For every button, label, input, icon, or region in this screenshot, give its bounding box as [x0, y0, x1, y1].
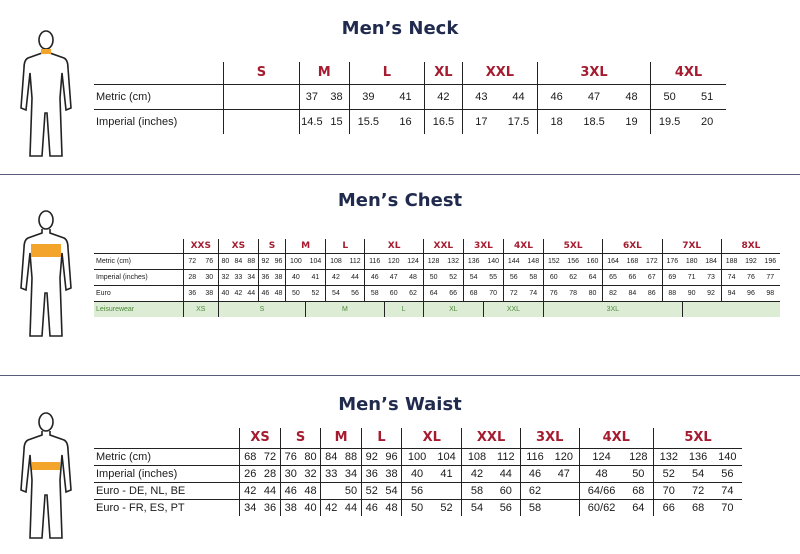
size-label: S — [224, 62, 299, 84]
value-cell: 72 — [684, 482, 713, 499]
table-row — [94, 285, 780, 301]
row-label: Metric (cm) — [94, 84, 224, 109]
neck-highlight — [41, 49, 51, 54]
value-cell: 94 — [721, 285, 741, 301]
leisure-cell: L — [384, 301, 423, 317]
value-cell: 140 — [483, 253, 503, 269]
row-label: Euro - FR, ES, PT — [94, 499, 240, 516]
value-cell: 54 — [326, 285, 346, 301]
value-cell: 66 — [443, 285, 463, 301]
value-cell: 188 — [721, 253, 741, 269]
value-cell: 112 — [346, 253, 365, 269]
value-cell: 46 — [520, 465, 549, 482]
chest-title: Men’s Chest — [337, 190, 463, 211]
value-cell: 120 — [384, 253, 403, 269]
value-cell: 44 — [346, 269, 365, 285]
body-figure-chest-icon — [18, 208, 74, 340]
value-cell: 92 — [361, 448, 381, 465]
value-cell: 112 — [492, 448, 521, 465]
size-label: 3XL — [520, 428, 579, 448]
value-cell: 128 — [624, 448, 654, 465]
value-cell: 68 — [240, 448, 260, 465]
value-cell: 16.5 — [425, 109, 463, 134]
value-cell: 71 — [682, 269, 701, 285]
value-cell: 42 — [232, 285, 245, 301]
value-cell: 88 — [662, 285, 682, 301]
value-cell: 144 — [503, 253, 523, 269]
value-cell: 124 — [403, 253, 423, 269]
value-cell: 74 — [713, 482, 742, 499]
value-cell — [321, 482, 341, 499]
value-cell: 52 — [306, 285, 326, 301]
value-cell: 15.5 — [349, 109, 387, 134]
value-cell: 76 — [544, 285, 564, 301]
table-row — [94, 84, 726, 109]
value-cell — [549, 499, 579, 516]
value-cell: 38 — [324, 84, 349, 109]
value-cell: 76 — [280, 448, 300, 465]
value-cell: 56 — [713, 465, 742, 482]
value-cell: 92 — [701, 285, 721, 301]
value-cell: 60 — [492, 482, 521, 499]
value-cell: 48 — [613, 84, 651, 109]
value-cell: 148 — [523, 253, 543, 269]
value-cell: 88 — [245, 253, 259, 269]
value-cell: 42 — [462, 465, 492, 482]
value-cell: 36 — [260, 499, 280, 516]
value-cell: 64 — [624, 499, 654, 516]
size-label: 7XL — [662, 239, 721, 253]
leisure-cell: S — [218, 301, 305, 317]
value-cell: 46 — [538, 84, 576, 109]
value-cell: 196 — [761, 253, 780, 269]
size-label: M — [321, 428, 362, 448]
value-cell: 80 — [583, 285, 603, 301]
size-label: S — [258, 239, 285, 253]
value-cell: 20 — [688, 109, 726, 134]
value-cell: 14.5 — [299, 109, 324, 134]
value-cell: 42 — [425, 84, 463, 109]
value-cell: 58 — [365, 285, 384, 301]
leisurewear-row — [94, 301, 780, 317]
value-cell: 76 — [201, 253, 219, 269]
value-cell: 96 — [272, 253, 286, 269]
value-cell: 46 — [258, 285, 272, 301]
size-label: 3XL — [463, 239, 503, 253]
value-cell: 65 — [603, 269, 623, 285]
value-cell: 54 — [382, 482, 402, 499]
size-label: 8XL — [721, 239, 780, 253]
value-cell: 80 — [218, 253, 232, 269]
value-cell: 64/66 — [579, 482, 624, 499]
value-cell: 54 — [462, 499, 492, 516]
value-cell: 86 — [642, 285, 662, 301]
value-cell: 56 — [492, 499, 521, 516]
value-cell: 184 — [701, 253, 721, 269]
size-label: 5XL — [544, 239, 603, 253]
chest-highlight — [31, 244, 61, 257]
value-cell: 41 — [306, 269, 326, 285]
value-cell: 67 — [642, 269, 662, 285]
value-cell: 54 — [463, 269, 483, 285]
value-cell: 69 — [662, 269, 682, 285]
value-cell: 48 — [579, 465, 624, 482]
value-cell: 78 — [564, 285, 583, 301]
table-row — [94, 465, 742, 482]
value-cell: 48 — [301, 482, 321, 499]
table-row — [94, 269, 780, 285]
value-cell: 43 — [462, 84, 500, 109]
value-cell: 104 — [432, 448, 462, 465]
table-row — [94, 253, 780, 269]
value-cell: 172 — [642, 253, 662, 269]
value-cell: 180 — [682, 253, 701, 269]
value-cell: 168 — [623, 253, 642, 269]
value-cell — [549, 482, 579, 499]
value-cell: 44 — [492, 465, 521, 482]
row-label: Leisurewear — [94, 301, 183, 317]
value-cell: 62 — [403, 285, 423, 301]
value-cell: 50 — [341, 482, 361, 499]
row-label: Imperial (inches) — [94, 465, 240, 482]
leisure-cell — [682, 301, 780, 317]
leisure-cell: XXL — [483, 301, 543, 317]
value-cell: 28 — [183, 269, 201, 285]
value-cell: 60/62 — [579, 499, 624, 516]
value-cell: 50 — [423, 269, 443, 285]
value-cell: 128 — [423, 253, 443, 269]
value-cell: 74 — [523, 285, 543, 301]
value-cell: 17.5 — [500, 109, 538, 134]
value-cell: 96 — [741, 285, 760, 301]
value-cell: 124 — [579, 448, 624, 465]
value-cell: 176 — [662, 253, 682, 269]
header-spacer — [94, 239, 183, 253]
value-cell: 152 — [544, 253, 564, 269]
value-cell: 62 — [520, 482, 549, 499]
value-cell: 48 — [403, 269, 423, 285]
value-cell — [432, 482, 462, 499]
chest-size-table — [94, 239, 780, 317]
value-cell: 72 — [503, 285, 523, 301]
value-cell: 68 — [684, 499, 713, 516]
value-cell: 19.5 — [651, 109, 689, 134]
value-cell: 47 — [549, 465, 579, 482]
value-cell: 44 — [245, 285, 259, 301]
row-label: Euro — [94, 285, 183, 301]
value-cell: 50 — [402, 499, 432, 516]
value-cell: 70 — [713, 499, 742, 516]
value-cell: 41 — [387, 84, 425, 109]
value-cell: 164 — [603, 253, 623, 269]
size-label: M — [299, 62, 349, 84]
body-figure-neck-icon — [18, 28, 74, 160]
value-cell: 58 — [462, 482, 492, 499]
value-cell: 42 — [240, 482, 260, 499]
table-row — [94, 499, 742, 516]
value-cell: 72 — [260, 448, 280, 465]
row-label: Euro - DE, NL, BE — [94, 482, 240, 499]
value-cell: 16 — [387, 109, 425, 134]
body-figure-waist-icon — [18, 410, 74, 542]
value-cell: 15 — [324, 109, 349, 134]
value-cell: 40 — [286, 269, 306, 285]
section-divider — [0, 375, 800, 376]
size-label: XXL — [462, 62, 537, 84]
value-cell: 34 — [341, 465, 361, 482]
value-cell: 68 — [624, 482, 654, 499]
size-label: XXS — [183, 239, 218, 253]
value-cell: 84 — [623, 285, 642, 301]
value-cell: 74 — [721, 269, 741, 285]
value-cell: 48 — [382, 499, 402, 516]
size-label: L — [361, 428, 402, 448]
size-label: 6XL — [603, 239, 662, 253]
value-cell: 84 — [232, 253, 245, 269]
value-cell: 132 — [654, 448, 684, 465]
value-cell: 156 — [564, 253, 583, 269]
value-cell: 36 — [258, 269, 272, 285]
value-cell: 40 — [402, 465, 432, 482]
size-label: XL — [365, 239, 423, 253]
leisure-cell: 3XL — [544, 301, 683, 317]
row-label: Metric (cm) — [94, 253, 183, 269]
value-cell: 66 — [623, 269, 642, 285]
value-cell: 92 — [258, 253, 272, 269]
value-cell: 44 — [341, 499, 361, 516]
value-cell: 38 — [272, 269, 286, 285]
value-cell: 44 — [500, 84, 538, 109]
value-cell: 116 — [365, 253, 384, 269]
size-header-row — [94, 428, 742, 448]
size-label: 4XL — [579, 428, 654, 448]
value-cell: 42 — [326, 269, 346, 285]
value-cell: 44 — [260, 482, 280, 499]
value-cell: 100 — [402, 448, 432, 465]
value-cell: 108 — [462, 448, 492, 465]
value-cell: 46 — [361, 499, 381, 516]
value-cell: 52 — [432, 499, 462, 516]
value-cell: 132 — [443, 253, 463, 269]
value-cell: 98 — [761, 285, 780, 301]
value-cell: 160 — [583, 253, 603, 269]
size-label: XS — [240, 428, 281, 448]
value-cell: 70 — [654, 482, 684, 499]
value-cell: 50 — [624, 465, 654, 482]
value-cell: 62 — [564, 269, 583, 285]
value-cell: 100 — [286, 253, 306, 269]
value-cell: 18 — [538, 109, 576, 134]
value-cell: 32 — [301, 465, 321, 482]
value-cell: 136 — [684, 448, 713, 465]
value-cell: 116 — [520, 448, 549, 465]
value-cell: 41 — [432, 465, 462, 482]
value-cell: 56 — [346, 285, 365, 301]
value-cell: 66 — [654, 499, 684, 516]
leisure-cell: M — [306, 301, 384, 317]
size-label: XXL — [423, 239, 463, 253]
value-cell: 77 — [761, 269, 780, 285]
value-cell: 33 — [321, 465, 341, 482]
value-cell: 72 — [183, 253, 201, 269]
value-cell: 50 — [651, 84, 689, 109]
value-cell: 76 — [741, 269, 760, 285]
row-label: Metric (cm) — [94, 448, 240, 465]
value-cell: 64 — [583, 269, 603, 285]
size-label: L — [326, 239, 365, 253]
value-cell: 28 — [260, 465, 280, 482]
value-cell: 34 — [240, 499, 260, 516]
value-cell: 36 — [183, 285, 201, 301]
size-label: 5XL — [654, 428, 742, 448]
value-cell: 70 — [483, 285, 503, 301]
value-cell: 26 — [240, 465, 260, 482]
value-cell: 52 — [654, 465, 684, 482]
value-cell: 33 — [232, 269, 245, 285]
value-cell: 40 — [301, 499, 321, 516]
neck-size-table — [94, 62, 726, 134]
value-cell: 39 — [349, 84, 387, 109]
value-cell: 42 — [321, 499, 341, 516]
leisure-cell: XS — [183, 301, 218, 317]
value-cell: 47 — [575, 84, 613, 109]
table-row — [94, 109, 726, 134]
waist-title: Men’s Waist — [338, 394, 462, 415]
value-cell: 58 — [523, 269, 543, 285]
value-cell: 56 — [503, 269, 523, 285]
value-cell: 17 — [462, 109, 500, 134]
size-header-row — [94, 62, 726, 84]
value-cell: 40 — [218, 285, 232, 301]
size-label: XXL — [462, 428, 521, 448]
value-cell: 47 — [384, 269, 403, 285]
size-label: L — [349, 62, 424, 84]
size-label: XS — [218, 239, 258, 253]
value-cell: 80 — [301, 448, 321, 465]
table-row — [94, 482, 742, 499]
value-cell: 19 — [613, 109, 651, 134]
value-cell: 84 — [321, 448, 341, 465]
value-cell: 30 — [280, 465, 300, 482]
size-label: 3XL — [538, 62, 651, 84]
value-cell: 46 — [280, 482, 300, 499]
value-cell: 96 — [382, 448, 402, 465]
value-cell: 37 — [299, 84, 324, 109]
waist-highlight — [32, 462, 60, 470]
value-cell: 51 — [688, 84, 726, 109]
value-cell: 88 — [341, 448, 361, 465]
row-label: Imperial (inches) — [94, 109, 224, 134]
value-cell: 46 — [365, 269, 384, 285]
value-cell: 82 — [603, 285, 623, 301]
value-cell: 108 — [326, 253, 346, 269]
size-label: XL — [425, 62, 463, 84]
value-cell: 120 — [549, 448, 579, 465]
value-cell: 60 — [544, 269, 564, 285]
size-label: S — [280, 428, 321, 448]
value-cell: 192 — [741, 253, 760, 269]
value-cell: 32 — [218, 269, 232, 285]
value-cell: 104 — [306, 253, 326, 269]
value-cell: 68 — [463, 285, 483, 301]
value-cell: 48 — [272, 285, 286, 301]
size-label: 4XL — [503, 239, 543, 253]
value-cell: 52 — [361, 482, 381, 499]
value-cell: 90 — [682, 285, 701, 301]
size-label: M — [286, 239, 326, 253]
value-cell: 52 — [443, 269, 463, 285]
value-cell: 58 — [520, 499, 549, 516]
value-cell: 64 — [423, 285, 443, 301]
neck-title: Men’s Neck — [341, 18, 459, 39]
value-cell: 50 — [286, 285, 306, 301]
value-cell: 140 — [713, 448, 742, 465]
waist-size-table — [94, 428, 742, 516]
size-label: XL — [402, 428, 462, 448]
header-spacer — [94, 62, 224, 84]
section-divider — [0, 174, 800, 175]
size-label: 4XL — [651, 62, 726, 84]
value-cell: 38 — [201, 285, 219, 301]
header-spacer — [94, 428, 240, 448]
row-label: Imperial (inches) — [94, 269, 183, 285]
leisure-cell: XL — [423, 301, 483, 317]
table-row — [94, 448, 742, 465]
size-header-row — [94, 239, 780, 253]
value-cell: 38 — [382, 465, 402, 482]
value-cell: 73 — [701, 269, 721, 285]
value-cell: 38 — [280, 499, 300, 516]
value-cell: 56 — [402, 482, 432, 499]
value-cell: 54 — [684, 465, 713, 482]
value-cell: 36 — [361, 465, 381, 482]
value-cell: 30 — [201, 269, 219, 285]
value-cell: 18.5 — [575, 109, 613, 134]
value-cell — [224, 84, 299, 109]
value-cell: 136 — [463, 253, 483, 269]
value-cell — [224, 109, 299, 134]
value-cell: 60 — [384, 285, 403, 301]
value-cell: 34 — [245, 269, 259, 285]
value-cell: 55 — [483, 269, 503, 285]
